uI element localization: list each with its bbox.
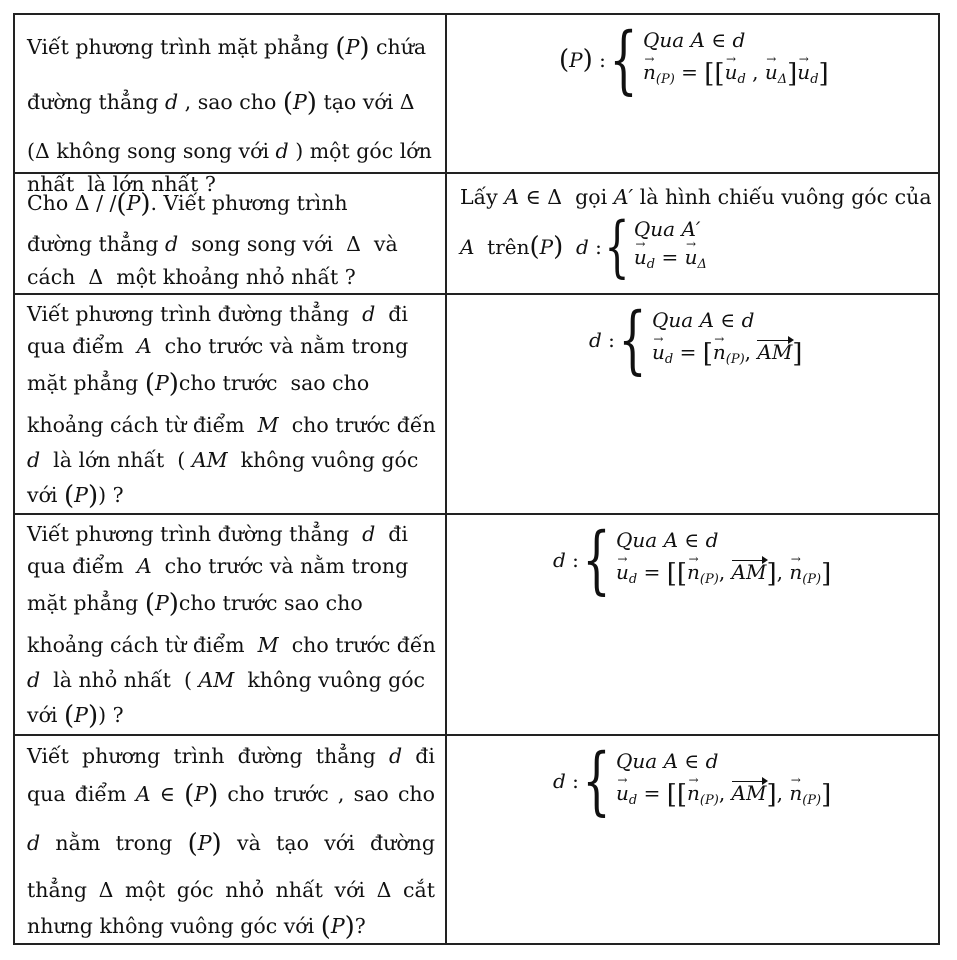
question-line: (Δ không song song với d ) một góc lớn: [27, 139, 432, 164]
question-line: Viết phương trình đường thẳng d đi: [27, 522, 408, 546]
question-line: khoảng cách từ điểm M cho trước đến: [27, 633, 436, 658]
question-line: Cho Δ / /(P). Viết phương trình: [27, 189, 348, 219]
answer-cell: [446, 295, 940, 513]
question-line: qua điểm A ∈ (P) cho trước , sao cho: [27, 779, 435, 810]
question-line: với (P)) ?: [27, 481, 124, 512]
question-cell: [13, 736, 445, 943]
question-line: d là lớn nhất ( AM không vuông góc: [27, 448, 419, 473]
formula: A trên ( P ) d : { Qua A′ → $u_d$ = → $u_\Delta$: [460, 214, 707, 280]
question-line: d là nhỏ nhất ( AM không vuông góc: [27, 668, 426, 693]
formula: d : { Qua A ∈ d → $u_d$ = [→ $n_{(P)}$, AM]: [589, 303, 802, 377]
question-line: nhưng không vuông góc với (P)?: [27, 912, 366, 943]
question-line: với (P)) ?: [27, 701, 124, 732]
question-line: qua điểm A cho trước và nằm trong: [27, 553, 409, 578]
question-line: đường thẳng d , sao cho (P) tạo với Δ: [27, 87, 415, 118]
question-line: Viết phương trình đường thẳng d đi: [27, 744, 435, 768]
answer-cell: [446, 736, 940, 943]
question-line: nhất là lớn nhất ?: [27, 172, 216, 197]
formula: d : { Qua A ∈ d → $u_d$ = [[→ $n_{(P)}$, AM], → $n_{(P)}$]: [553, 744, 831, 818]
question-line: d nằm trong (P) và tạo với đường: [27, 828, 435, 859]
question-line: Viết phương trình mặt phẳng (P) chứa: [27, 33, 427, 63]
question-line: đường thẳng d song song với Δ và: [27, 232, 398, 257]
question-line: thẳng Δ một góc nhỏ nhất với Δ cắt: [27, 877, 435, 902]
question-cell: [13, 295, 445, 513]
formula: ( P ) : { Qua A ∈ d → $n_{(P)}$ = [[→ $u_d$ , → $u_\Delta]\to u_d$]: [559, 23, 829, 97]
answer-cell: [446, 15, 940, 172]
question-cell: [13, 15, 445, 197]
formula: d : { Qua A ∈ d → $u_d$ = [[→ $n_{(P)}$, AM], → $n_{(P)}$]: [553, 523, 831, 597]
question-line: khoảng cách từ điểm M cho trước đến: [27, 413, 436, 438]
question-line: mặt phẳng (P)cho trước sao cho: [27, 588, 363, 619]
question-cell: [13, 174, 445, 293]
question-line: qua điểm A cho trước và nằm trong: [27, 333, 409, 358]
answer-cell: [446, 174, 940, 293]
answer-text: Lấy A ∈ Δ gọi A′ là hình chiếu vuông góc của: [460, 185, 932, 209]
formula-table: [13, 13, 940, 945]
answer-cell: [446, 515, 940, 734]
question-line: Viết phương trình đường thẳng d đi: [27, 302, 408, 326]
question-cell: [13, 515, 445, 734]
question-line: mặt phẳng (P)cho trước sao cho: [27, 368, 370, 399]
question-line: cách Δ một khoảng nhỏ nhất ?: [27, 265, 356, 290]
